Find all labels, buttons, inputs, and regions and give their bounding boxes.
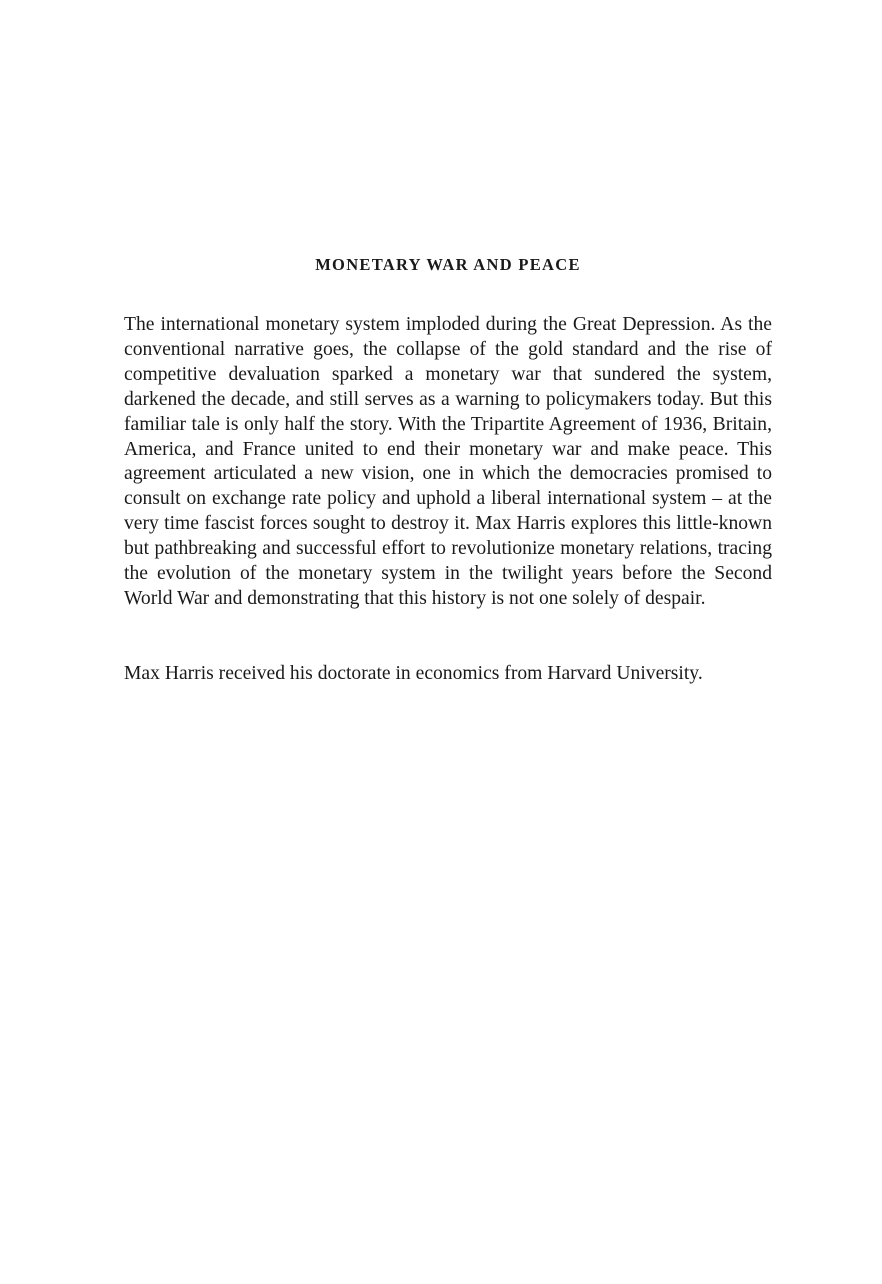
book-description: The international monetary system imploded during the Great Depression. As the conventional narrative goes, the collapse of the gold standard and the rise of competitive devaluation sparked a monetary war that sundered the system, darkened the decade, and still serves as a warning to policymakers today. But this familiar tale is only half the story. With the Tripartite Agreement of 1936, Britain, America, and France united to end their monetary war and make peace. This agreement articulated a new vision, one in which the democracies promised to consult on exchange rate policy and uphold a liberal international system – at the very time fascist forces sought to destroy it. Max Harris explores this little-known but pathbreaking and successful effort to revolutionize monetary relations, tracing the evolution of the monetary system in the twilight years before the Second World War and demonstrating that this history is not one solely of despair. [124,314,772,609]
book-title: MONETARY WAR AND PEACE [315,255,581,274]
author-bio: Max Harris received his doctorate in economics from Harvard University. [124,663,703,684]
